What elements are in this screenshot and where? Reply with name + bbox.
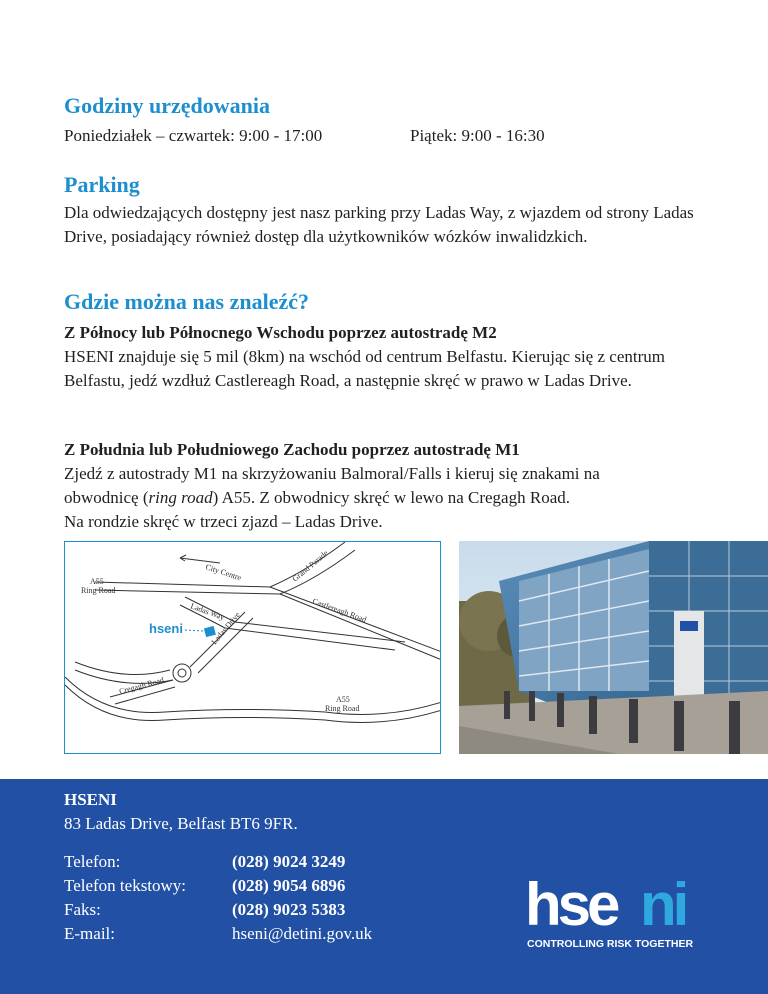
label-grand-parade: Grand Parade bbox=[290, 548, 330, 584]
logo-ni-text: ni bbox=[640, 875, 686, 938]
label-a55-left-1: A55 bbox=[90, 577, 104, 586]
label-cregagh: Cregagh Road bbox=[118, 675, 165, 696]
north-route-text: HSENI znajduje się 5 mil (8km) na wschód od centrum Belfastu. Kierując się z centrum Belfastu, jedź wzdłuż Castlereagh Road, a następnie skręć w prawo w Ladas Drive. bbox=[64, 347, 665, 390]
contact-value-fax: (028) 9023 5383 bbox=[232, 900, 346, 919]
contact-value-textphone: (028) 9054 6896 bbox=[232, 876, 346, 895]
south-route-line-2: obwodnicę (ring road) A55. Z obwodnicy skręć w lewo na Cregagh Road. bbox=[64, 488, 570, 507]
label-hseni: hseni bbox=[149, 621, 183, 636]
logo-hse-text: hse bbox=[525, 875, 617, 938]
contact-label-fax: Faks: bbox=[64, 900, 101, 919]
footer-contact-panel bbox=[0, 779, 768, 994]
contact-label-email: E-mail: bbox=[64, 924, 115, 943]
footer-org-name: HSENI bbox=[64, 790, 117, 809]
south-route-heading: Z Południa lub Południowego Zachodu poprzez autostradę M1 bbox=[64, 440, 520, 459]
south-route-line-3: Na rondzie skręć w trzeci zjazd – Ladas Drive. bbox=[64, 512, 383, 531]
hseni-logo bbox=[525, 875, 715, 955]
north-route-heading: Z Północy lub Północnego Wschodu poprzez autostradę M2 bbox=[64, 323, 497, 342]
logo-tagline: CONTROLLING RISK TOGETHER bbox=[527, 938, 694, 950]
contact-label-phone: Telefon: bbox=[64, 852, 121, 871]
hours-heading: Godziny urzędowania bbox=[64, 93, 270, 118]
find-us-heading: Gdzie można nas znaleźć? bbox=[64, 289, 310, 314]
contact-value-email[interactable]: hseni@detini.gov.uk bbox=[232, 924, 373, 943]
contact-label-textphone: Telefon tekstowy: bbox=[64, 876, 187, 895]
label-a55-right-2: Ring Road bbox=[325, 704, 360, 713]
location-map bbox=[64, 541, 441, 754]
label-a55-left-2: Ring Road bbox=[81, 586, 116, 595]
hours-friday: Piątek: 9:00 - 16:30 bbox=[410, 126, 545, 145]
label-castlereagh: Castlereagh Road bbox=[311, 596, 368, 625]
label-ladas-way: Ladas Way bbox=[189, 601, 226, 622]
footer-address: 83 Ladas Drive, Belfast BT6 9FR. bbox=[64, 814, 298, 833]
label-city-centre: City Centre bbox=[204, 562, 243, 583]
south-route-line-1: Zjedź z autostrady M1 na skrzyżowaniu Balmoral/Falls i kieruj się znakami na bbox=[64, 464, 600, 483]
label-a55-right-1: A55 bbox=[336, 695, 350, 704]
parking-text: Dla odwiedzających dostępny jest nasz parking przy Ladas Way, z wjazdem od strony Ladas Drive, posiadający również dostęp dla użytkowników wózków inwalidzkich. bbox=[64, 203, 694, 246]
parking-heading: Parking bbox=[64, 172, 140, 197]
contact-value-phone: (028) 9024 3249 bbox=[232, 852, 346, 871]
label-ladas-drive: Ladas Drive bbox=[209, 610, 242, 647]
hours-weekday: Poniedziałek – czwartek: 9:00 - 17:00 bbox=[64, 126, 323, 145]
building-photo bbox=[459, 541, 768, 754]
map-labels bbox=[65, 542, 441, 754]
